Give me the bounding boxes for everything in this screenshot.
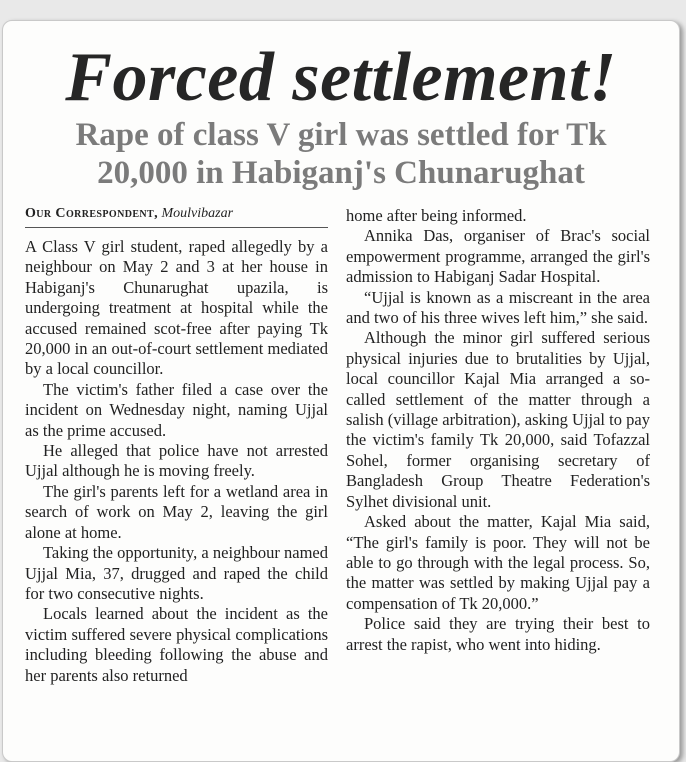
paragraph: Asked about the matter, Kajal Mia said, “The girl's family is poor. They will not be able to go through with the legal process. So, the matter was settled by making Ujjal pay a compensation of Tk 20,000.”	[346, 512, 650, 613]
paragraph: A Class V girl student, raped allegedly by a neighbour on May 2 and 3 at her house in Habiganj's Chunarughat upazila, is undergoing treatment at hospital while the accused remained scot-free after paying Tk 20,000 in an out-of-court settlement mediated by a local councillor.	[25, 237, 328, 379]
subheadline-line-1: Rape of class V girl was settled for Tk	[75, 117, 607, 153]
paragraph: The girl's parents left for a wetland area in search of work on May 2, leaving the girl alone at home.	[25, 481, 328, 542]
byline-author: Our Correspondent,	[25, 206, 158, 221]
paragraph: Locals learned about the incident as the victim suffered severe physical complications including bleeding following the abuse and her parents also returned	[25, 604, 328, 685]
news-clipping	[2, 20, 680, 762]
paragraph: Although the minor girl suffered serious physical injuries due to brutalities by Ujjal, local councillor Kajal Mia arranged a so-called settlement of the matter through a salish (village arbitration), asking Ujjal to pay the victim's family Tk 20,000, said Tofazzal Sohel, former organising secretary of Bangladesh Group Theatre Federation's Sylhet divisional unit.	[346, 328, 650, 511]
paragraph: Police said they are trying their best to arrest the rapist, who went into hiding.	[346, 614, 650, 654]
byline	[25, 205, 328, 228]
subheadline	[3, 116, 679, 192]
paragraph: He alleged that police have not arrested Ujjal although he is moving freely.	[25, 441, 328, 481]
subheadline-line-2: 20,000 in Habiganj's Chunarughat	[97, 155, 585, 191]
paragraph: “Ujjal is known as a miscreant in the area and two of his three wives left him,” she said.	[346, 287, 650, 328]
paragraph: Annika Das, organiser of Brac's social empowerment programme, arranged the girl's admission to Habiganj Sadar Hospital.	[346, 226, 650, 287]
right-column	[346, 206, 650, 655]
byline-location: Moulvibazar	[161, 206, 234, 221]
paragraph: The victim's father filed a case over the incident on Wednesday night, naming Ujjal as the prime accused.	[25, 379, 328, 440]
paragraph-continued: home after being informed.	[346, 206, 527, 225]
paragraph: Taking the opportunity, a neighbour named Ujjal Mia, 37, drugged and raped the child for two consecutive nights.	[25, 543, 328, 603]
headline: Forced settlement!	[65, 39, 617, 116]
left-column	[25, 205, 328, 686]
